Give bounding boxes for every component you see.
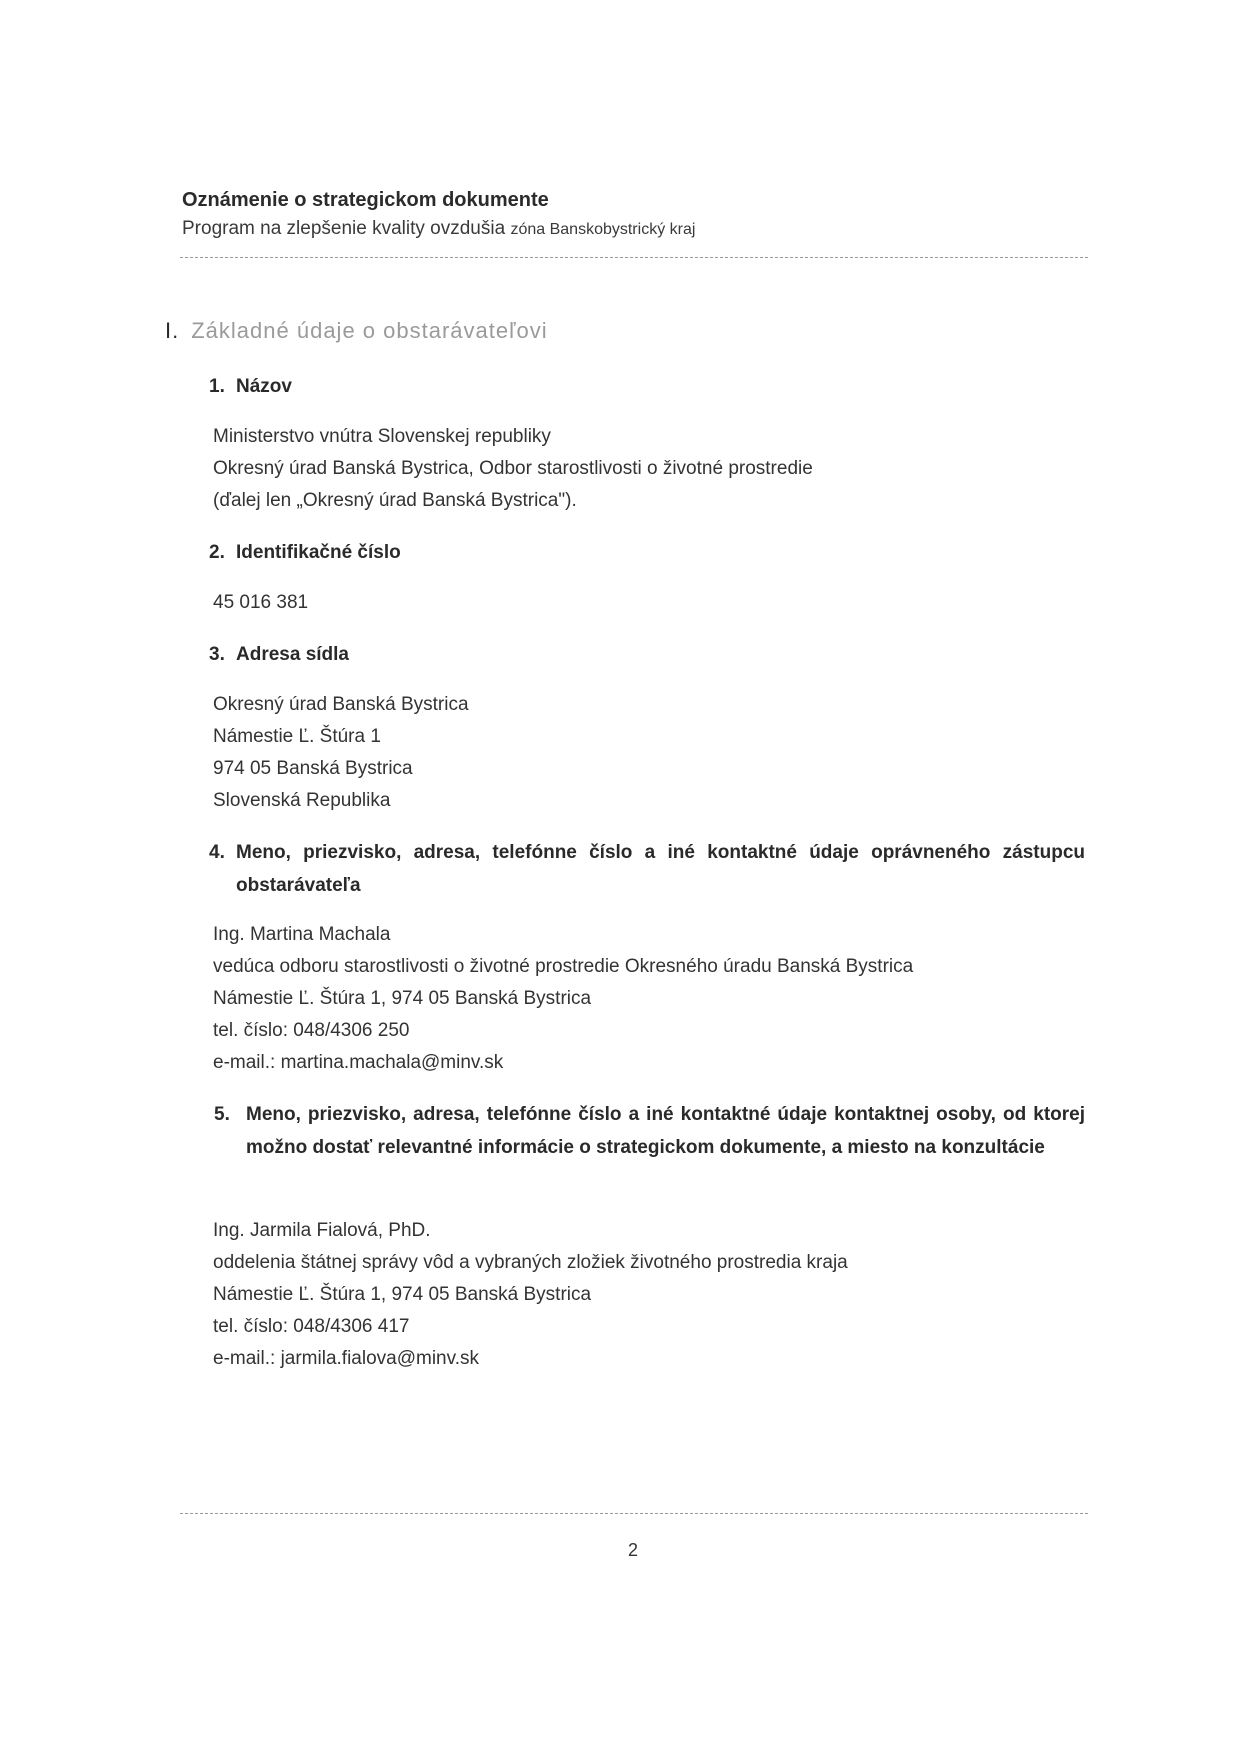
item-3-line-1: Okresný úrad Banská Bystrica (213, 694, 469, 715)
item-3-line-3: 974 05 Banská Bystrica (213, 758, 413, 779)
item-heading-text: Názov (236, 376, 292, 397)
section-heading (165, 318, 548, 344)
item-heading-2 (209, 536, 909, 569)
item-heading-1 (209, 370, 909, 403)
item-4-line-1: Ing. Martina Machala (213, 924, 391, 945)
item-number: 5. (214, 1104, 230, 1125)
item-heading-5 (214, 1098, 1085, 1164)
item-number: 1. (209, 376, 225, 397)
document-title: Oznámenie o strategickom dokumente (182, 189, 549, 211)
item-1-line-1: Ministerstvo vnútra Slovenskej republiky (213, 426, 551, 447)
item-1-line-3: (ďalej len „Okresný úrad Banská Bystrica"). (213, 490, 577, 511)
item-4-line-5: e-mail.: martina.machala@minv.sk (213, 1052, 504, 1073)
item-5-line-5: e-mail.: jarmila.fialova@minv.sk (213, 1348, 479, 1369)
item-1-line-2: Okresný úrad Banská Bystrica, Odbor starostlivosti o životné prostredie (213, 458, 813, 479)
section-title: Základné údaje o obstarávateľovi (191, 318, 548, 343)
footer-divider (180, 1513, 1088, 1514)
item-5-line-3: Námestie Ľ. Štúra 1, 974 05 Banská Bystrica (213, 1284, 592, 1305)
item-heading-text: Identifikačné číslo (236, 542, 401, 563)
item-heading-text: Adresa sídla (236, 644, 349, 665)
item-4-line-4: tel. číslo: 048/4306 250 (213, 1020, 410, 1041)
item-5-line-4: tel. číslo: 048/4306 417 (213, 1316, 410, 1337)
item-2-line-1: 45 016 381 (213, 592, 309, 613)
item-3-line-4: Slovenská Republika (213, 790, 391, 811)
item-5-line-1: Ing. Jarmila Fialová, PhD. (213, 1220, 431, 1241)
item-heading-text: Meno, priezvisko, adresa, telefónne číslo a iné kontaktné údaje kontaktnej osoby, od ktorej možno dostať relevantné informácie o strategickom dokumente, a miesto na konzultácie (246, 1104, 1085, 1158)
item-4-line-3: Námestie Ľ. Štúra 1, 974 05 Banská Bystrica (213, 988, 592, 1009)
item-4-line-2: vedúca odboru starostlivosti o životné prostredie Okresného úradu Banská Bystrica (213, 956, 914, 977)
item-number: 3. (209, 644, 225, 665)
item-number: 4. (209, 842, 225, 863)
subtitle-main: Program na zlepšenie kvality ovzdušia (182, 218, 506, 239)
section-number: I. (165, 318, 180, 343)
subtitle-zone: zóna Banskobystrický kraj (510, 221, 696, 238)
item-5-line-2: oddelenia štátnej správy vôd a vybraných zložiek životného prostredia kraja (213, 1252, 848, 1273)
item-heading-text: Meno, priezvisko, adresa, telefónne číslo a iné kontaktné údaje oprávneného zástupcu obstarávateľa (236, 842, 1085, 896)
page-number: 2 (628, 1540, 639, 1560)
item-3-line-2: Námestie Ľ. Štúra 1 (213, 726, 381, 747)
item-heading-4 (209, 836, 1085, 902)
header-divider (180, 257, 1088, 258)
item-heading-3 (209, 638, 909, 671)
item-number: 2. (209, 542, 225, 563)
document-subtitle (182, 218, 695, 240)
